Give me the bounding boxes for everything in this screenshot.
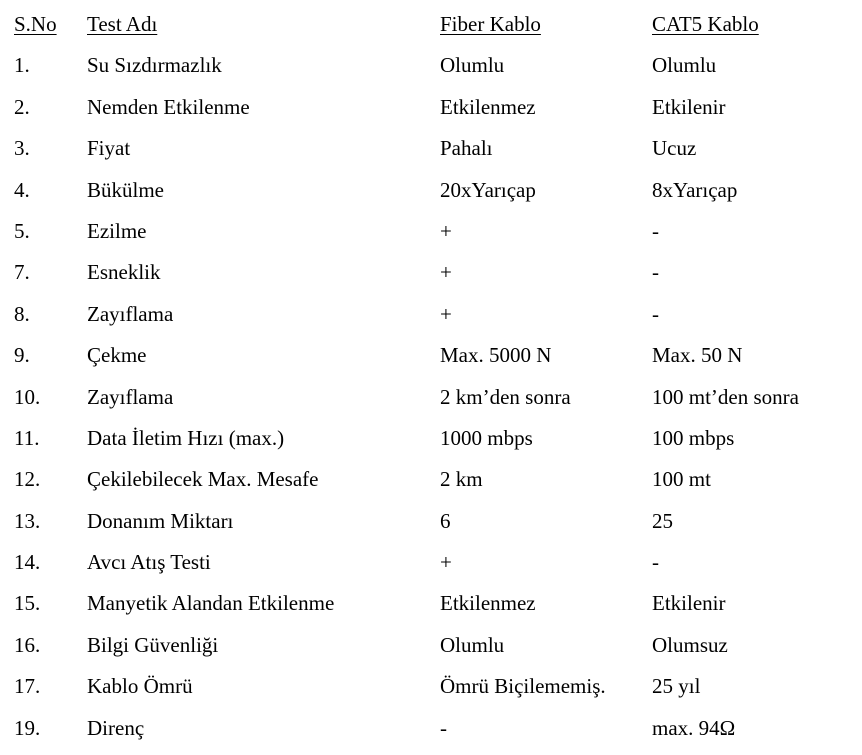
cell-sno: 12. xyxy=(14,467,41,492)
table-row xyxy=(0,294,862,335)
cell-sno: 8. xyxy=(14,301,30,326)
cell-test-name: Nemden Etkilenme xyxy=(87,94,250,119)
cell-fiber: + xyxy=(440,260,452,285)
header-test-name: Test Adı xyxy=(87,12,158,36)
cell-cat5: Max. 50 N xyxy=(652,343,743,368)
cell-cat5: - xyxy=(652,301,659,326)
table-row xyxy=(0,45,862,86)
comparison-table xyxy=(0,4,862,749)
table-row xyxy=(0,377,862,418)
cell-test-name: Çekme xyxy=(87,343,147,368)
table-row xyxy=(0,335,862,376)
cell-cat5: 100 mt xyxy=(652,467,711,492)
cell-test-name: Bilgi Güvenliği xyxy=(87,632,219,657)
cell-fiber: 2 km’den sonra xyxy=(440,384,571,409)
table-row xyxy=(0,459,862,500)
cell-fiber: Max. 5000 N xyxy=(440,343,552,368)
cell-test-name: Fiyat xyxy=(87,136,131,161)
cell-fiber: Ömrü Biçilememiş. xyxy=(440,674,606,699)
cell-test-name: Çekilebilecek Max. Mesafe xyxy=(87,467,319,492)
cell-test-name: Donanım Miktarı xyxy=(87,508,234,533)
table-row xyxy=(0,666,862,707)
cell-fiber: Etkilenmez xyxy=(440,94,536,119)
cell-fiber: - xyxy=(440,715,447,740)
cell-sno: 19. xyxy=(14,715,41,740)
cell-cat5: - xyxy=(652,218,659,243)
cell-sno: 3. xyxy=(14,136,30,161)
cell-test-name: Ezilme xyxy=(87,218,147,243)
cell-sno: 17. xyxy=(14,674,41,699)
header-fiber: Fiber Kablo xyxy=(440,12,541,36)
cell-sno: 11. xyxy=(14,425,40,450)
cell-sno: 1. xyxy=(14,53,30,78)
cell-test-name: Kablo Ömrü xyxy=(87,674,193,699)
cell-fiber: Pahalı xyxy=(440,136,493,161)
cell-fiber: Olumlu xyxy=(440,53,505,78)
cell-sno: 15. xyxy=(14,591,41,616)
cell-fiber: Olumlu xyxy=(440,632,505,657)
cell-cat5: - xyxy=(652,260,659,285)
cell-test-name: Avcı Atış Testi xyxy=(87,550,211,575)
cell-sno: 10. xyxy=(14,384,41,409)
cell-sno: 16. xyxy=(14,632,41,657)
cell-sno: 5. xyxy=(14,218,30,243)
cell-cat5: Etkilenir xyxy=(652,94,726,119)
cell-sno: 14. xyxy=(14,550,41,575)
table-row xyxy=(0,708,862,749)
cell-fiber: Etkilenmez xyxy=(440,591,536,616)
table-row xyxy=(0,252,862,293)
cell-sno: 2. xyxy=(14,94,30,119)
cell-test-name: Su Sızdırmazlık xyxy=(87,53,222,78)
table-row xyxy=(0,501,862,542)
table-row xyxy=(0,542,862,583)
table-header-row xyxy=(0,4,862,45)
cell-cat5: Olumlu xyxy=(652,53,717,78)
table-row xyxy=(0,211,862,252)
cell-fiber: 6 xyxy=(440,508,451,533)
cell-cat5: max. 94Ω xyxy=(652,715,736,740)
header-cat5: CAT5 Kablo xyxy=(652,12,759,36)
table-row xyxy=(0,87,862,128)
cell-sno: 9. xyxy=(14,343,30,368)
table-row xyxy=(0,418,862,459)
cell-test-name: Manyetik Alandan Etkilenme xyxy=(87,591,335,616)
cell-sno: 7. xyxy=(14,260,30,285)
cell-fiber: + xyxy=(440,550,452,575)
cell-cat5: 25 xyxy=(652,508,673,533)
cell-fiber: 2 km xyxy=(440,467,483,492)
cell-fiber: + xyxy=(440,218,452,243)
cell-cat5: 100 mt’den sonra xyxy=(652,384,799,409)
table-row xyxy=(0,128,862,169)
cell-cat5: Olumsuz xyxy=(652,632,728,657)
cell-cat5: 25 yıl xyxy=(652,674,701,699)
cell-test-name: Esneklik xyxy=(87,260,161,285)
cell-test-name: Data İletim Hızı (max.) xyxy=(87,425,285,450)
table-row xyxy=(0,583,862,624)
cell-cat5: Etkilenir xyxy=(652,591,726,616)
cell-sno: 13. xyxy=(14,508,41,533)
cell-fiber: 20xYarıçap xyxy=(440,177,536,202)
cell-test-name: Zayıflama xyxy=(87,384,174,409)
cell-cat5: Ucuz xyxy=(652,136,697,161)
cell-test-name: Zayıflama xyxy=(87,301,174,326)
cell-fiber: + xyxy=(440,301,452,326)
table-row xyxy=(0,625,862,666)
cell-test-name: Bükülme xyxy=(87,177,164,202)
cell-cat5: 100 mbps xyxy=(652,425,735,450)
cell-fiber: 1000 mbps xyxy=(440,425,533,450)
table-row xyxy=(0,170,862,211)
cell-cat5: - xyxy=(652,550,659,575)
cell-test-name: Direnç xyxy=(87,715,145,740)
cell-cat5: 8xYarıçap xyxy=(652,177,738,202)
table-body xyxy=(0,45,862,749)
header-sno: S.No xyxy=(14,12,57,36)
cell-sno: 4. xyxy=(14,177,30,202)
